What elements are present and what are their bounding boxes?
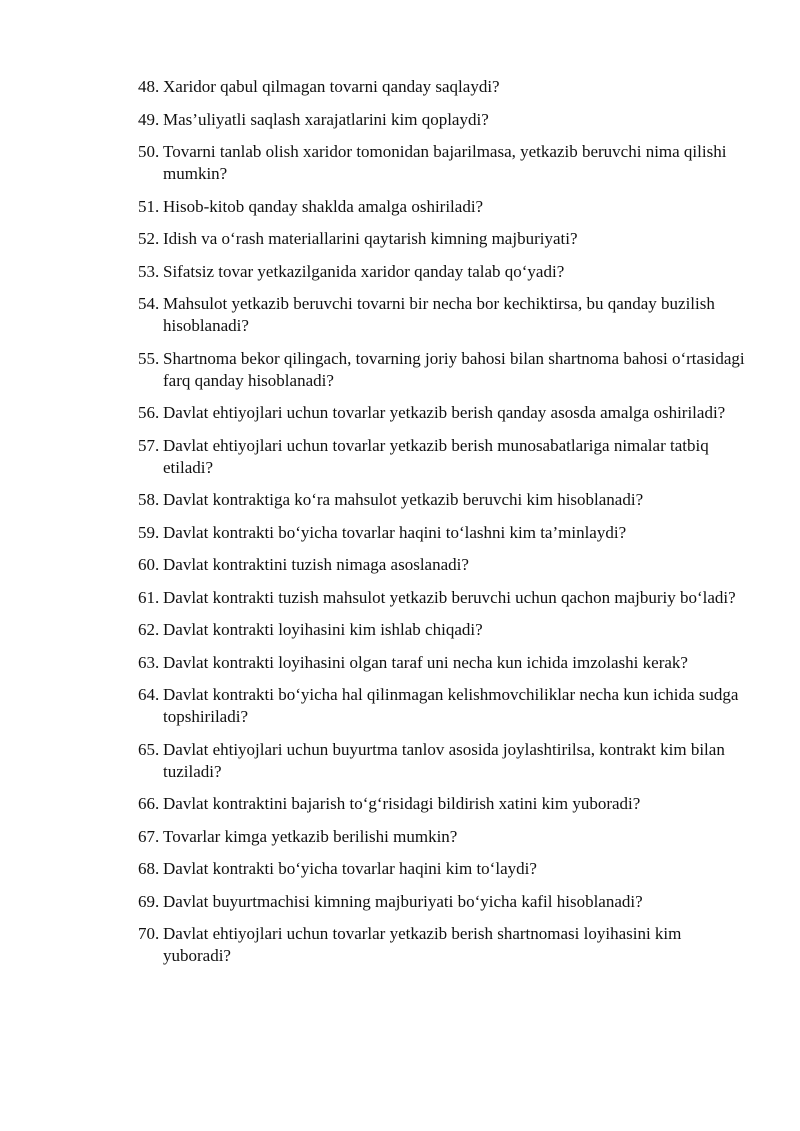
question-item — [138, 435, 750, 479]
question-item — [138, 522, 750, 544]
question-item — [138, 684, 750, 728]
question-number: 68. — [138, 859, 160, 878]
question-number: 48. — [138, 77, 160, 96]
question-number: 55. — [138, 348, 160, 368]
question-item — [138, 109, 750, 131]
question-text: Davlat kontrakti bo‘yicha hal qilinmagan kelishmovchiliklar necha kun ichida sudga topshiriladi? — [163, 685, 739, 726]
question-text: Mahsulot yetkazib beruvchi tovarni bir necha bor kechiktirsa, bu qanday buzilish hisoblanadi? — [163, 294, 715, 335]
question-number: 59. — [138, 522, 160, 542]
question-item — [138, 826, 750, 848]
question-text: Davlat ehtiyojlari uchun tovarlar yetkazib berish munosabatlariga nimalar tatbiq etiladi? — [163, 435, 709, 477]
question-item — [138, 76, 750, 98]
question-item — [138, 489, 750, 511]
question-number: 53. — [138, 261, 160, 281]
question-item — [138, 348, 750, 392]
question-item — [138, 261, 750, 283]
question-text: Hisob-kitob qanday shaklda amalga oshiriladi? — [163, 196, 484, 216]
question-item — [138, 652, 750, 674]
question-text: Xaridor qabul qilmagan tovarni qanday saqlaydi? — [163, 77, 500, 96]
question-number: 69. — [138, 891, 160, 911]
question-text: Davlat kontrakti tuzish mahsulot yetkazib beruvchi uchun qachon majburiy bo‘ladi? — [163, 587, 736, 607]
question-text: Davlat buyurtmachisi kimning majburiyati bo‘yicha kafil hisoblanadi? — [163, 891, 643, 911]
question-item — [138, 619, 750, 641]
question-item — [138, 793, 750, 815]
question-text: Davlat ehtiyojlari uchun tovarlar yetkazib berish qanday asosda amalga oshiriladi? — [163, 403, 726, 422]
question-text: Tovarlar kimga yetkazib berilishi mumkin? — [163, 826, 458, 846]
question-text: Davlat kontraktini tuzish nimaga asoslanadi? — [163, 555, 469, 574]
question-text: Davlat ehtiyojlari uchun buyurtma tanlov asosida joylashtirilsa, kontrakt kim bilan tuziladi? — [163, 739, 725, 781]
question-number: 50. — [138, 142, 160, 161]
question-number: 52. — [138, 229, 160, 248]
question-number: 61. — [138, 587, 160, 607]
question-item — [138, 891, 750, 913]
question-item — [138, 858, 750, 880]
question-text: Tovarni tanlab olish xaridor tomonidan bajarilmasa, yetkazib beruvchi nima qilishi mumkin? — [163, 142, 727, 183]
question-text: Davlat kontraktini bajarish to‘g‘risidagi bildirish xatini kim yuboradi? — [163, 794, 641, 813]
question-text: Davlat kontrakti loyihasini olgan taraf uni necha kun ichida imzolashi kerak? — [163, 652, 688, 672]
question-item — [138, 293, 750, 337]
question-number: 70. — [138, 924, 160, 943]
question-text: Davlat kontrakti loyihasini kim ishlab chiqadi? — [163, 620, 483, 639]
question-text: Sifatsiz tovar yetkazilganida xaridor qanday talab qo‘yadi? — [163, 261, 565, 281]
question-number: 60. — [138, 555, 160, 574]
question-item — [138, 587, 750, 609]
question-item — [138, 554, 750, 576]
question-number: 67. — [138, 826, 160, 846]
question-number: 63. — [138, 652, 160, 672]
question-number: 57. — [138, 435, 160, 455]
question-item — [138, 739, 750, 783]
question-item — [138, 228, 750, 250]
question-text: Davlat kontrakti bo‘yicha tovarlar haqini to‘lashni kim ta’minlaydi? — [163, 522, 627, 542]
question-number: 66. — [138, 794, 160, 813]
question-text: Davlat kontrakti bo‘yicha tovarlar haqini kim to‘laydi? — [163, 859, 537, 878]
question-number: 62. — [138, 620, 160, 639]
question-number: 56. — [138, 403, 160, 422]
question-item — [138, 923, 750, 967]
question-number: 64. — [138, 685, 160, 704]
question-text: Idish va o‘rash materiallarini qaytarish kimning majburiyati? — [163, 229, 578, 248]
question-text: Davlat kontraktiga ko‘ra mahsulot yetkazib beruvchi kim hisoblanadi? — [163, 490, 644, 509]
question-text: Shartnoma bekor qilingach, tovarning joriy bahosi bilan shartnoma bahosi o‘rtasidagi farq qanday hisoblanadi? — [163, 348, 745, 390]
question-item — [138, 141, 750, 185]
question-number: 49. — [138, 109, 160, 129]
question-number: 54. — [138, 294, 160, 313]
question-number: 65. — [138, 739, 160, 759]
question-item — [138, 196, 750, 218]
question-number: 51. — [138, 196, 160, 216]
question-text: Mas’uliyatli saqlash xarajatlarini kim qoplaydi? — [163, 109, 489, 129]
question-list — [138, 76, 750, 978]
question-item — [138, 402, 750, 424]
question-number: 58. — [138, 490, 160, 509]
question-text: Davlat ehtiyojlari uchun tovarlar yetkazib berish shartnomasi loyihasini kim yuboradi? — [163, 924, 682, 965]
